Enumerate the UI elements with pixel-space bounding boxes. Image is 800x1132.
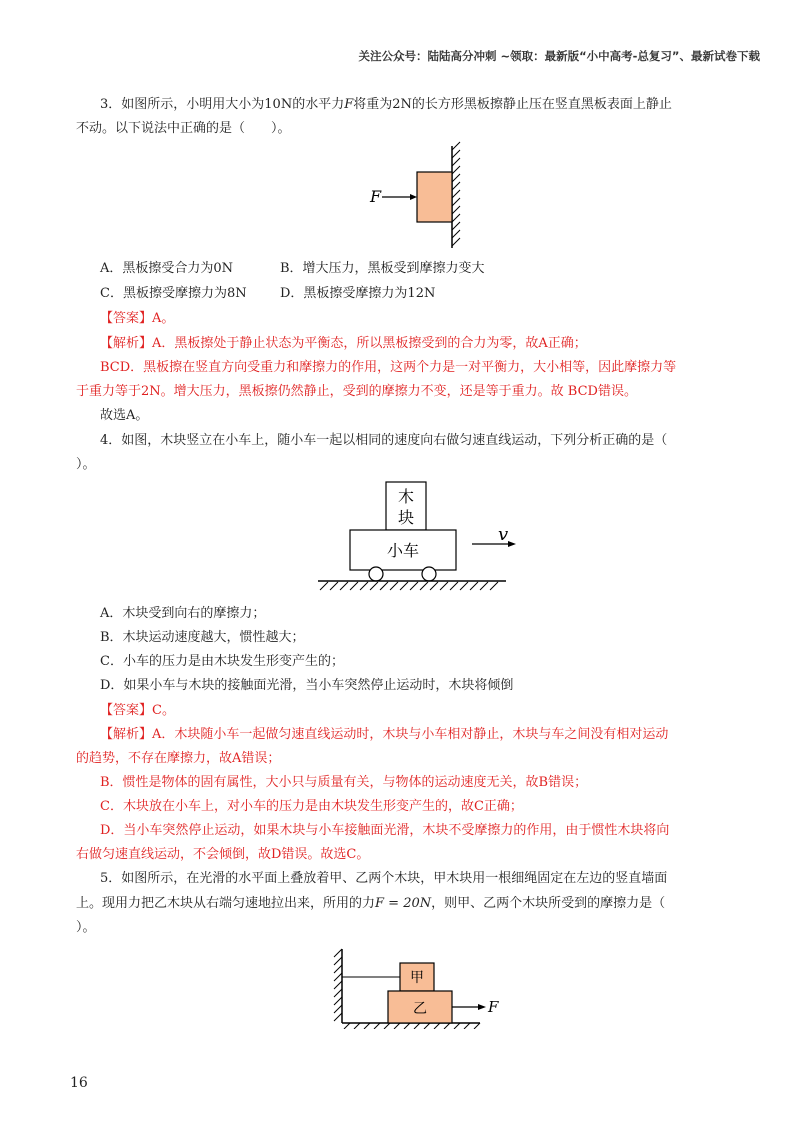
q5-stem-line3: ）。: [76, 920, 96, 935]
q3-wall-hatch: [452, 142, 460, 246]
q3-option-a: A．黑板擦受合力为0N: [100, 261, 234, 276]
q4-analysis-3: B．惯性是物体的固有属性，大小只与质量有关，与物体的运动速度无关，故B错误；: [100, 775, 588, 790]
q5-force-label: F: [488, 998, 499, 1016]
q4-option-b: B．木块运动速度越大，惯性越大；: [100, 630, 305, 645]
q5-block-yi-label: 乙: [413, 1001, 427, 1017]
q4-wood-block-label-2: 块: [397, 508, 415, 527]
q5-force-arrowhead: [478, 1004, 486, 1010]
q4-stem-line2: ）。: [76, 457, 96, 472]
q4-analysis-5: D．当小车突然停止运动，如果木块与小车接触面光滑，木块不受摩擦力的作用，由于惯性木块将向: [100, 823, 670, 838]
q3-option-c: C．黑板擦受摩擦力为8N: [100, 286, 247, 301]
q3-option-b: B．增大压力，黑板受到摩擦力变大: [280, 261, 485, 276]
q3-stem-part2: 将重为2N的长方形黑板擦静止压在竖直黑板表面上静止: [353, 97, 672, 112]
q4-option-c: C．小车的压力是由木块发生形变产生的；: [100, 654, 344, 669]
q3-analysis-3: 于重力等于2N。增大压力，黑板擦仍然静止，受到的摩擦力不变，还是等于重力。故 BCD错误。: [76, 384, 637, 399]
q5-block-jia-label: 甲: [410, 970, 424, 986]
q5-stem-part1: 上。现用力把乙木块从右端匀速地拉出来，所用的力: [76, 896, 376, 911]
q4-wood-block-label-1: 木: [397, 487, 415, 506]
q5-stem-part2: ，则甲、乙两个木块所受到的摩擦力是（: [431, 896, 666, 911]
q3-option-d: D．黑板擦受摩擦力为12N: [280, 286, 436, 301]
q4-answer: 【答案】C。: [100, 703, 175, 718]
q4-analysis-2: 的趋势，不存在摩擦力，故A错误；: [76, 751, 281, 766]
q4-velocity-label: v: [498, 524, 509, 545]
q3-stem-part1: 3．如图所示，小明用大小为10N的水平力: [100, 97, 345, 112]
q4-cart-wheel-right: [422, 567, 436, 581]
q3-figure: [360, 140, 470, 252]
q4-option-d: D．如果小车与木块的接触面光滑，当小车突然停止运动时，木块将倾倒: [100, 678, 514, 693]
page-number: 16: [70, 1075, 88, 1091]
q4-stem-line1: 4．如图，木块竖立在小车上，随小车一起以相同的速度向右做匀速直线运动，下列分析正确的是（: [100, 433, 668, 448]
page-header: 关注公众号：陆陆高分冲刺 ~领取：最新版“小中高考-总复习”、最新试卷下载: [358, 49, 760, 63]
q3-answer: 【答案】A。: [100, 311, 175, 326]
q3-analysis-2: BCD．黑板擦在竖直方向受重力和摩擦力的作用，这两个力是一对平衡力，大小相等，因此摩擦力等: [100, 360, 677, 375]
q5-stem-line2: [76, 894, 665, 914]
q3-stem-line1: [100, 95, 672, 115]
q5-wall-hatch: [334, 949, 342, 1021]
q4-velocity-arrowhead: [508, 541, 516, 547]
q4-option-a: A．木块受到向右的摩擦力；: [100, 606, 266, 621]
q3-force-label: F: [370, 187, 382, 206]
q4-analysis-1: 【解析】A．木块随小车一起做匀速直线运动时，木块与小车相对静止，木块与车之间没有相对运动: [100, 727, 669, 742]
q5-figure: [330, 945, 510, 1029]
q3-stem-F: F: [344, 97, 354, 112]
q4-ground-hatch: [320, 582, 498, 590]
q5-floor-hatch: [344, 1023, 480, 1029]
q4-cart-wheel-left: [369, 567, 383, 581]
q5-stem-line1: 5．如图所示，在光滑的水平面上叠放着甲、乙两个木块，甲木块用一根细绳固定在左边的竖直墙面: [100, 871, 668, 886]
q5-force-formula: F = 20N: [375, 896, 432, 911]
q3-force-arrowhead: [410, 194, 417, 200]
q4-analysis-6: 右做匀速直线运动，不会倾倒，故D错误。故选C。: [76, 847, 370, 862]
q3-eraser-block: [417, 172, 452, 222]
q3-stem-line2: 不动。以下说法中正确的是（ ）。: [76, 121, 291, 136]
q3-analysis-1: 【解析】A．黑板擦处于静止状态为平衡态，所以黑板擦受到的合力为零，故A正确；: [100, 336, 587, 351]
q3-conclusion: 故选A。: [100, 408, 149, 423]
q4-figure: [310, 478, 530, 596]
q4-cart-label: 小车: [386, 541, 420, 560]
q4-analysis-4: C．木块放在小车上，对小车的压力是由木块发生形变产生的，故C正确；: [100, 799, 523, 814]
